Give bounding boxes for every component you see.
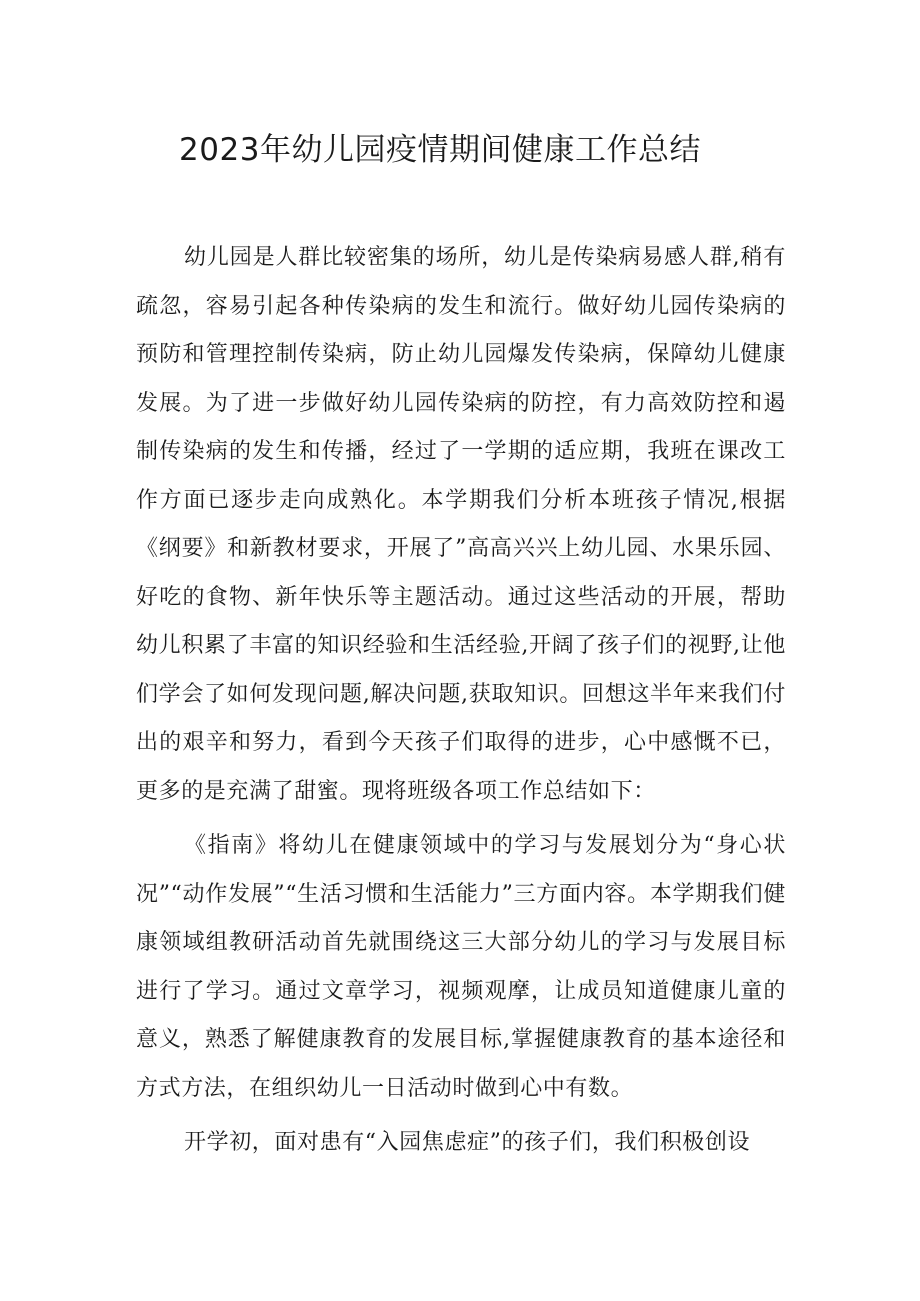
document-title: 2023年幼儿园疫情期间健康工作总结 [179, 132, 701, 168]
paragraph-guidelines: 《指南》将幼儿在健康领域中的学习与发展划分为“身心状况”“动作发展”“生活习惯和生活能力”三方面内容。本学期我们健康领域组教研活动首先就围绕这三大部分幼儿的学习与发展目标进行了学习。通过文章学习，视频观摩，让成员知道健康儿童的意义，熟悉了解健康教育的发展目标,掌握健康教育的基本途径和方式方法，在组织幼儿一日活动时做到心中有数。 [136, 833, 786, 1101]
paragraph-intro: 幼儿园是人群比较密集的场所，幼儿是传染病易感人群,稍有疏忽，容易引起各种传染病的发生和流行。做好幼儿园传染病的预防和管理控制传染病，防止幼儿园爆发传染病，保障幼儿健康发展。为了进一步做好幼儿园传染病的防控，有力高效防控和遏制传染病的发生和传播，经过了一学期的适应期，我班在课改工作方面已逐步走向成熟化。本学期我们分析本班孩子情况,根据《纲要》和新教材要求，开展了”高高兴兴上幼儿园、水果乐园、好吃的食物、新年快乐等主题活动。通过这些活动的开展，帮助幼儿积累了丰富的知识经验和生活经验,开阔了孩子们的视野,让他们学会了如何发现问题,解决问题,获取知识。回想这半年来我们付出的艰辛和努力，看到今天孩子们取得的进步，心中感慨不已，更多的是充满了甜蜜。现将班级各项工作总结如下： [136, 245, 786, 804]
paragraph-semester-start: 开学初，面对患有“入园焦虑症”的孩子们，我们积极创设 [184, 1130, 751, 1155]
document-body [136, 234, 786, 1174]
